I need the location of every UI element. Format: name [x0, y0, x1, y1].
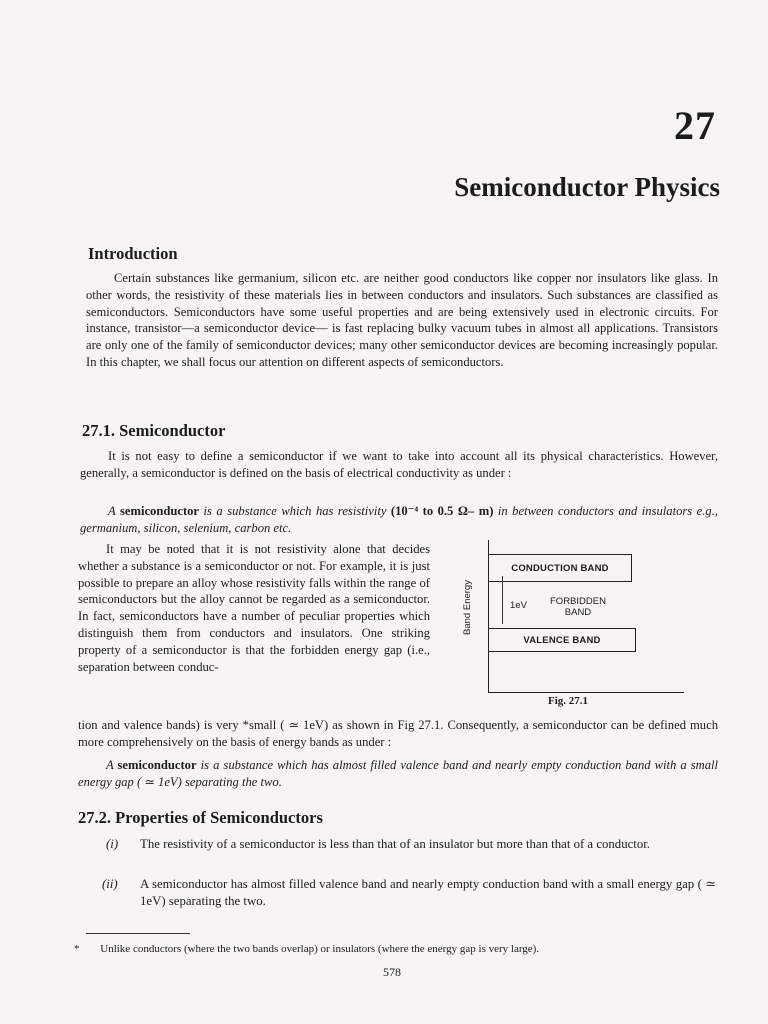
section-27-2-heading: 27.2. Properties of Semiconductors [78, 808, 323, 827]
chapter-number: 27 [674, 103, 716, 148]
chapter-title: Semiconductor Physics [454, 172, 720, 202]
list-item-text: The resistivity of a semiconductor is less than that of an insulator but more than that of a conductor. [140, 837, 650, 851]
y-axis-label: Band Energy [461, 580, 473, 635]
def2-tail: is a substance which has almost filled valence band and nearly empty conduction band with a small energy gap ( ≃ 1eV) separating the two. [78, 758, 718, 789]
def2-lead: A [106, 758, 118, 772]
semiconductor-definition-1 [80, 503, 718, 537]
def1-resistivity-range: (10⁻⁴ to 0.5 Ω– m) [390, 504, 494, 518]
footnote-mark: * [74, 943, 80, 955]
def1-mid: is a substance which has resistivity [199, 504, 391, 518]
intro-paragraph [86, 270, 718, 371]
def1-term: semiconductor [119, 504, 200, 518]
section-27-1-text-1: It is not easy to define a semiconductor if we want to take into account all its physical characteristics. However, generally, a semiconductor is defined on the basis of electrical conductivity as under : [80, 449, 718, 480]
section-27-1-heading: 27.1. Semiconductor [82, 421, 226, 440]
forbidden-line-2: BAND [564, 607, 592, 618]
footnote-divider [86, 933, 190, 934]
section-27-1-text-2-cont: tion and valence bands) is very *small ( ≃ 1eV) as shown in Fig 27.1. Consequently, a semiconductor can be defined much more comprehensively on the basis of energy bands as under : [78, 718, 718, 749]
figure-caption: Fig. 27.1 [548, 695, 589, 707]
footnote-text: Unlike conductors (where the two bands overlap) or insulators (where the energy gap is very large). [100, 943, 540, 955]
section-27-1-paragraph-1 [80, 448, 718, 482]
section-27-1-text-2: It may be noted that it is not resistivity alone that decides whether a substance is a semiconductor or not. For example, it is just possible to prepare an alloy whose resistivity falls within the range of semiconductors but the alloy cannot be regarded as a semiconductor. In fact, semiconductors have a number of peculiar properties which distinguish them from conductors and insulators. One striking property of a semiconductor is that the forbidden energy gap (i.e., separation between conduc- [78, 542, 430, 674]
forbidden-band-label [550, 596, 606, 618]
section-27-1-paragraph-2 [78, 541, 430, 675]
def1-lead: A [108, 504, 120, 518]
list-item-number: (i) [106, 837, 119, 851]
section-27-1-paragraph-2-continued [78, 717, 718, 751]
def1-tail: in between conductors and insulators e.g., germanium, silicon, selenium, carbon etc. [80, 504, 718, 535]
valence-band-label: VALENCE BAND [523, 634, 601, 646]
list-item-text: A semiconductor has almost filled valence band and nearly empty conduction band with a small energy gap ( ≃ 1eV) separating the two. [140, 877, 716, 908]
def2-term: semiconductor [117, 758, 197, 772]
list-item-number: (ii) [102, 877, 118, 891]
baseline-axis [488, 692, 684, 693]
conduction-band-label: CONDUCTION BAND [511, 562, 609, 574]
energy-gap-value: 1eV [510, 600, 527, 611]
intro-text: Certain substances like germanium, silicon etc. are neither good conductors like copper nor insulators like glass. In other words, the resistivity of these materials lies in between conductors and insulators. Such substances are classified as semiconductors. Semiconductors have some useful properties and are being extensively used in electronic circuits. For instance, transistor—a semiconductor device— is fast replacing bulky vacuum tubes in almost all applications. Transistors are only one of the family of semiconductor devices; many other semiconductor devices are becoming increasingly popular. In this chapter, we shall focus our attention on different aspects of semiconductors. [86, 271, 718, 369]
energy-band-diagram [462, 540, 688, 700]
energy-gap-arrow [502, 576, 503, 624]
footnote [74, 943, 539, 955]
forbidden-line-1: FORBIDDEN [550, 596, 606, 607]
intro-heading: Introduction [88, 244, 178, 263]
page-number: 578 [383, 965, 401, 979]
valence-band-box [488, 628, 636, 652]
conduction-band-box [488, 554, 632, 582]
semiconductor-definition-2 [78, 757, 718, 791]
